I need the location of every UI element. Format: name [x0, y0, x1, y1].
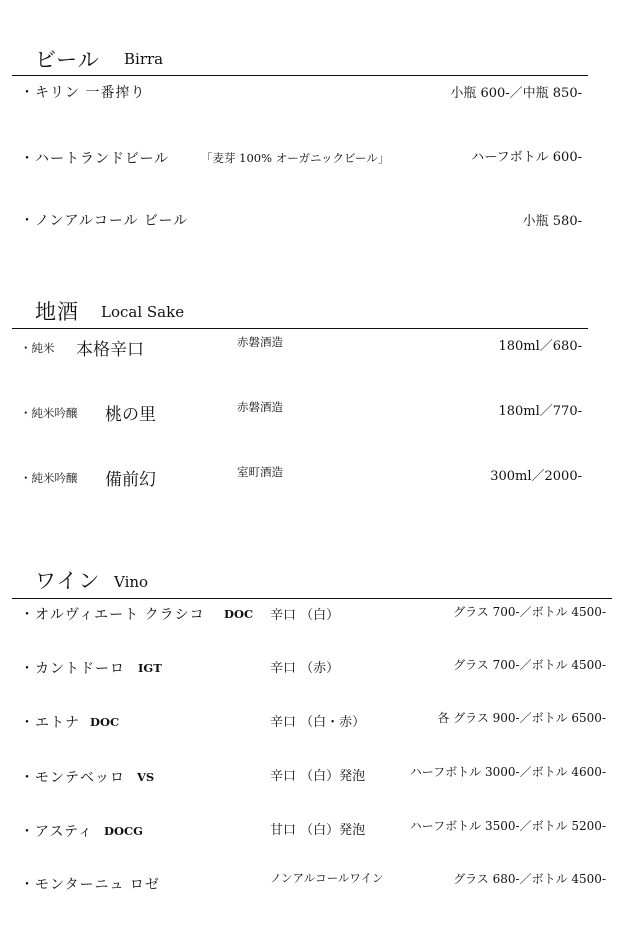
wine-item-price: グラス 680-／ボトル 4500-	[453, 872, 606, 886]
sake-item-name: 桃の里	[105, 405, 156, 425]
wine-item-taste: 辛口 （白）	[270, 608, 340, 623]
wine-divider	[12, 598, 612, 599]
sake-item-name: 本格辛口	[76, 340, 144, 360]
sake-title-en: Local Sake	[101, 303, 185, 321]
beer-title-jp: ビール	[35, 48, 100, 72]
wine-item-taste: 辛口 （赤）	[270, 661, 340, 676]
sake-item-price: 180ml／770-	[498, 404, 582, 419]
beer-item-price: ハーフボトル 600-	[471, 150, 582, 165]
sake-title-jp: 地酒	[35, 300, 79, 324]
wine-item-name: ・オルヴィエート クラシコ	[20, 607, 205, 623]
wine-title-en: Vino	[114, 573, 149, 591]
sake-item-brewery: 赤磐酒造	[237, 335, 283, 349]
wine-item-name: ・エトナ	[20, 715, 80, 731]
sake-item-price: 180ml／680-	[498, 339, 582, 354]
sake-item-type: ・純米吟醸	[20, 406, 78, 420]
beer-item-note: 「麦芽 100% オーガニックビール」	[201, 151, 390, 165]
beer-item-price: 小瓶 600-／中瓶 850-	[450, 86, 582, 101]
wine-item-name: ・アスティ	[20, 824, 94, 840]
wine-item-suffix: DOC	[224, 607, 254, 621]
sake-item-brewery: 室町酒造	[237, 465, 283, 479]
wine-item-taste: 辛口 （白）発泡	[270, 769, 366, 784]
wine-item-name: ・モンターニュ ロゼ	[20, 877, 160, 893]
beer-item-price: 小瓶 580-	[522, 214, 582, 229]
wine-item-suffix: VS	[137, 770, 155, 784]
wine-item-price: ハーフボトル 3500-／ボトル 5200-	[409, 819, 606, 833]
beer-title-en: Birra	[124, 50, 164, 68]
wine-item-price: グラス 700-／ボトル 4500-	[453, 605, 606, 619]
beer-divider	[12, 75, 588, 76]
sake-item-type: ・純米吟醸	[20, 471, 78, 485]
wine-item-taste: ノンアルコールワイン	[270, 871, 384, 885]
wine-item-name: ・カントドーロ	[20, 661, 125, 677]
beer-item-name: ・ハートランドビール	[20, 151, 170, 167]
wine-title-jp: ワイン	[35, 569, 101, 593]
sake-item-price: 300ml／2000-	[490, 469, 582, 484]
wine-item-taste: 甘口 （白）発泡	[270, 823, 366, 838]
wine-item-suffix: DOC	[90, 715, 120, 729]
wine-item-suffix: DOCG	[104, 824, 143, 838]
wine-item-taste: 辛口 （白・赤）	[270, 715, 366, 730]
wine-item-suffix: IGT	[138, 661, 162, 675]
sake-divider	[12, 328, 588, 329]
beer-item-name: ・キリン 一番搾り	[20, 85, 146, 101]
sake-item-brewery: 赤磐酒造	[237, 400, 283, 414]
wine-item-price: 各 グラス 900-／ボトル 6500-	[437, 711, 606, 725]
sake-item-name: 備前幻	[105, 470, 156, 490]
wine-item-name: ・モンテベッロ	[20, 770, 125, 786]
wine-item-price: グラス 700-／ボトル 4500-	[453, 658, 606, 672]
sake-item-type: ・純米	[20, 341, 55, 355]
wine-item-price: ハーフボトル 3000-／ボトル 4600-	[409, 765, 606, 779]
beer-item-name: ・ノンアルコール ビール	[20, 213, 189, 229]
